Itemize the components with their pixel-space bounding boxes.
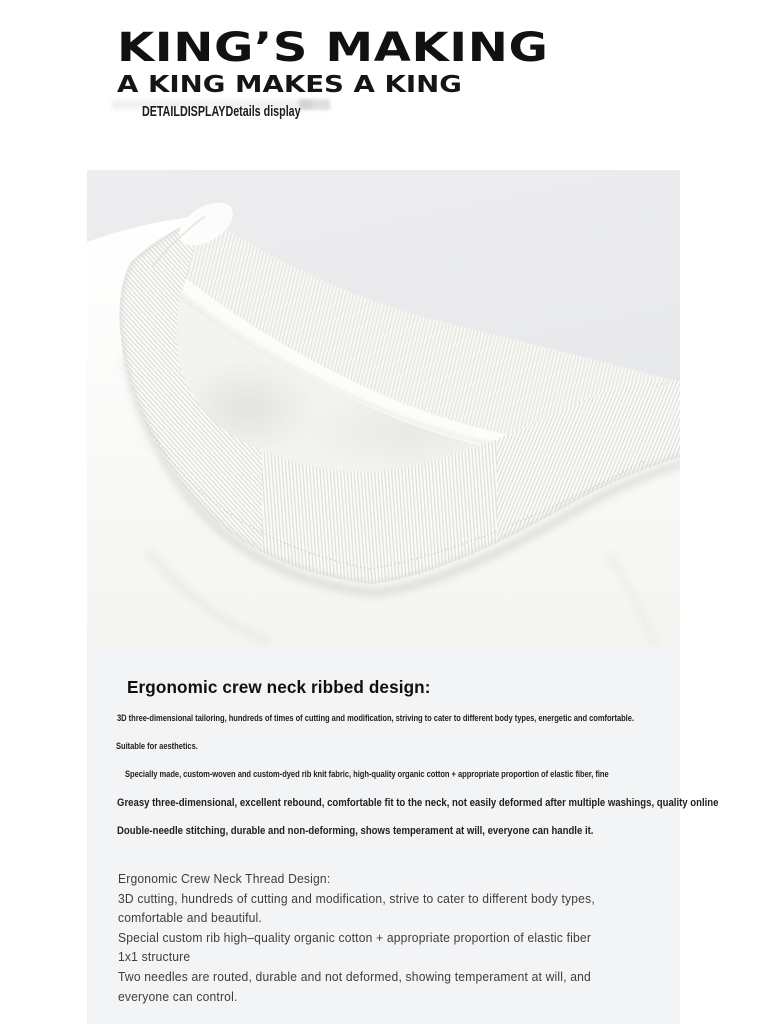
translated-line: 3D cutting, hundreds of cutting and modification, strive to cater to different body types, [118, 890, 595, 906]
translated-description [118, 869, 595, 1006]
translated-heading: Ergonomic Crew Neck Thread Design: [118, 871, 331, 886]
translated-line: comfortable and beautiful. [118, 910, 262, 926]
watermark-blob [299, 99, 330, 110]
detail-display-label: DETAILDISPLAYDetails display [142, 104, 301, 120]
translated-line: Special custom rib high–quality organic cotton + appropriate proportion of elastic fiber [118, 929, 592, 945]
panel-line: Greasy three-dimensional, excellent rebound, comfortable fit to the neck, not easily deformed after multiple washings, quality online [117, 797, 719, 809]
panel-line: Suitable for aesthetics. [116, 741, 198, 751]
translated-line: 1x1 structure [118, 949, 191, 965]
panel-line: Specially made, custom-woven and custom-dyed rib knit fabric, high-quality organic cotton + appropriate proportion of elastic fiber, fine [125, 769, 609, 779]
page-subtitle: A KING MAKES A KING [117, 72, 462, 98]
description-panel [87, 647, 719, 1024]
translated-line: everyone can control. [118, 988, 238, 1004]
panel-line: 3D three-dimensional tailoring, hundreds of times of cutting and modification, striving to cater to different body types, energetic and comfortable. [117, 713, 634, 723]
panel-heading: Ergonomic crew neck ribbed design: [127, 677, 431, 697]
page-title: KING’S MAKING [117, 25, 549, 71]
product-photo[interactable] [87, 170, 680, 647]
translated-line: Two needles are routed, durable and not deformed, showing temperament at will, and [118, 968, 591, 984]
panel-line: Double-needle stitching, durable and non-deforming, shows temperament at will, everyone can handle it. [117, 825, 594, 837]
collar-photo-illustration [87, 170, 680, 647]
